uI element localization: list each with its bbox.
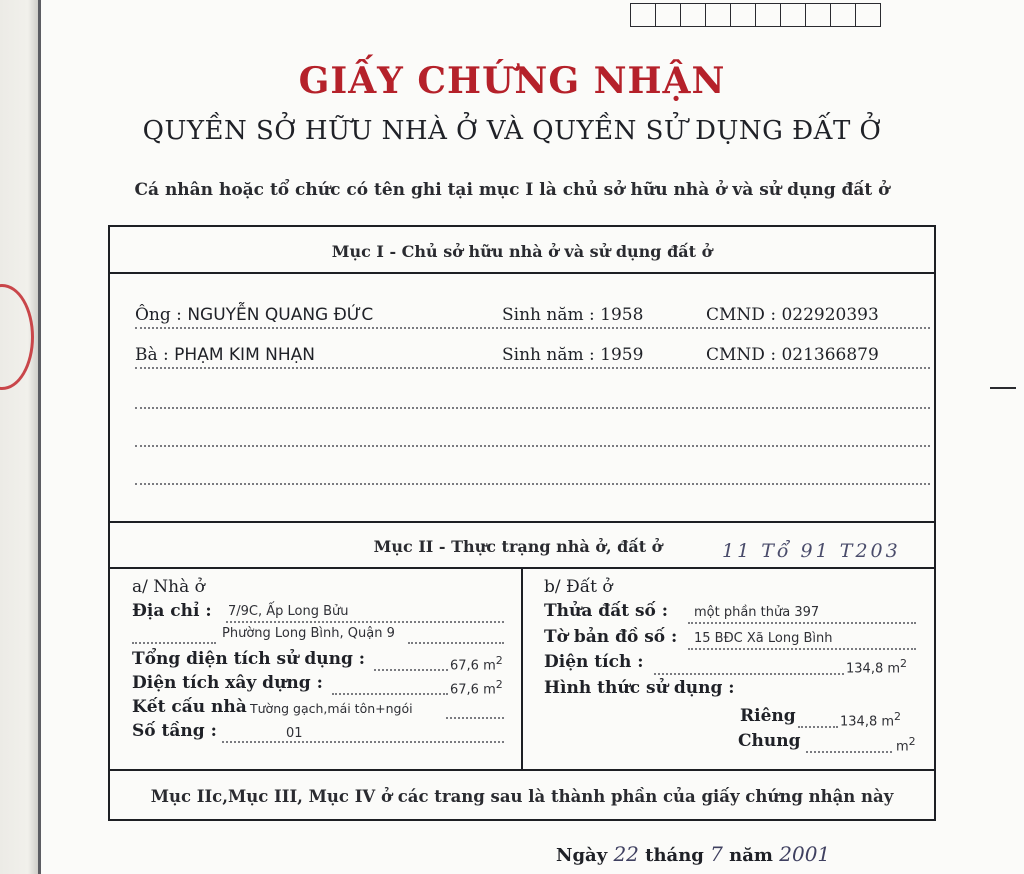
section2-top-divider — [110, 521, 934, 523]
owner-1-id-number: 022920393 — [781, 305, 879, 325]
year-value: 2001 — [779, 842, 831, 866]
dotted-line — [688, 622, 916, 624]
land-private-value: 134,8 $m^2$ — [840, 710, 902, 730]
dotted-line — [135, 367, 930, 369]
land-area: 134,8 — [846, 661, 884, 677]
issue-date — [556, 842, 830, 866]
owner-2-birth-year: 1959 — [600, 345, 644, 365]
owner-1-row — [135, 305, 373, 325]
house-total-area: 67,6 — [450, 658, 479, 674]
dotted-line — [408, 642, 504, 644]
serial-box — [756, 4, 781, 26]
owner-2-name: PHẠM KIM NHẠN — [174, 345, 315, 365]
dotted-line — [135, 327, 930, 329]
footer-note-divider — [110, 769, 934, 771]
serial-box — [731, 4, 756, 26]
land-area-label: Diện tích : — [544, 652, 644, 672]
handwritten-note: 11 Tổ 91 T203 — [722, 540, 901, 562]
certificate-intro: Cá nhân hoặc tổ chức có tên ghi tại mục I là chủ sở hữu nhà ở và sử dụng đất ở — [134, 180, 890, 200]
owner-2-row — [135, 345, 315, 365]
owner-2-id-number: 021366879 — [781, 345, 879, 365]
dotted-line — [654, 673, 844, 675]
certificate-title: GIẤY CHỨNG NHẬN — [298, 60, 726, 102]
house-heading: a/ Nhà ở — [132, 577, 205, 597]
land-map-label: Tờ bản đồ số : — [544, 627, 678, 647]
certificate-subtitle: QUYỀN SỞ HỮU NHÀ Ở VÀ QUYỀN SỬ DỤNG ĐẤT Ở — [142, 116, 882, 146]
serial-box — [706, 4, 731, 26]
area-unit: m — [887, 661, 901, 677]
serial-box — [681, 4, 706, 26]
owner-1-birth-label: Sinh năm : — [502, 305, 601, 325]
dotted-line — [135, 445, 930, 447]
owner-2-prefix: Bà : — [135, 345, 175, 365]
area-unit: m — [881, 714, 895, 730]
dotted-line — [332, 693, 448, 695]
footer-note: Mục IIc,Mục III, Mục IV ở các trang sau là thành phần của giấy chứng nhận này — [150, 787, 894, 806]
house-built-area-label: Diện tích xây dựng : — [132, 673, 323, 693]
land-shared-unit: $m^2$ — [896, 735, 916, 755]
serial-box — [806, 4, 831, 26]
land-usage-label: Hình thức sử dụng : — [544, 678, 735, 698]
owner-2-birth — [502, 345, 643, 365]
day-value: 22 — [613, 842, 639, 866]
owner-1-name: NGUYỄN QUANG ĐỨC — [187, 305, 374, 325]
house-address-line1: 7/9C, Ấp Long Bửu — [228, 604, 349, 619]
owner-1-id — [706, 305, 879, 325]
area-unit: m — [483, 658, 496, 674]
land-heading: b/ Đất ở — [544, 577, 613, 597]
house-total-area-label: Tổng diện tích sử dụng : — [132, 649, 366, 669]
dotted-line — [688, 648, 916, 650]
owner-1-id-label: CMND : — [706, 305, 782, 325]
owner-2-birth-label: Sinh năm : — [502, 345, 601, 365]
month-label: tháng — [638, 845, 711, 866]
year-label: năm — [722, 845, 780, 866]
dotted-line — [806, 751, 892, 753]
owner-1-birth — [502, 305, 643, 325]
edge-mark — [990, 387, 1016, 389]
month-value: 7 — [710, 842, 723, 866]
house-total-area-value: 67,6 $m^2$ — [450, 654, 503, 674]
land-plot-label: Thửa đất số : — [544, 601, 669, 621]
house-built-area: 67,6 — [450, 682, 479, 698]
dotted-line — [132, 642, 216, 644]
house-address-label: Địa chỉ : — [132, 601, 212, 621]
land-map: 15 BĐC Xã Long Bình — [694, 631, 833, 646]
serial-box — [631, 4, 656, 26]
dotted-line — [798, 726, 838, 728]
land-private-label: Riêng — [740, 706, 796, 726]
land-private-area: 134,8 — [840, 714, 878, 730]
certificate-form-box — [108, 225, 936, 821]
dotted-line — [222, 741, 504, 743]
land-area-value: 134,8 $m^2$ — [846, 657, 908, 677]
dotted-line — [135, 483, 930, 485]
owner-2-id-label: CMND : — [706, 345, 782, 365]
serial-box — [831, 4, 856, 26]
section2-column-divider — [521, 567, 523, 769]
day-label: Ngày — [556, 845, 614, 866]
house-address-line2: Phường Long Bình, Quận 9 — [222, 626, 395, 641]
house-built-area-value: 67,6 $m^2$ — [450, 678, 503, 698]
serial-box — [656, 4, 681, 26]
house-structure: Tường gạch,mái tôn+ngói — [250, 701, 413, 716]
serial-box — [856, 4, 880, 26]
section1-header-divider — [110, 272, 934, 274]
owner-1-birth-year: 1958 — [600, 305, 644, 325]
serial-number-boxes — [630, 3, 881, 27]
house-structure-label: Kết cấu nhà — [132, 697, 247, 717]
dotted-line — [446, 717, 504, 719]
owner-1-prefix: Ông : — [135, 305, 188, 325]
dotted-line — [374, 669, 448, 671]
area-unit: m — [483, 682, 496, 698]
section1-heading: Mục I - Chủ sở hữu nhà ở và sử dụng đất ở — [331, 242, 713, 261]
dotted-line — [226, 621, 504, 623]
house-floors-label: Số tầng : — [132, 721, 217, 741]
owner-2-id — [706, 345, 879, 365]
dotted-line — [135, 407, 930, 409]
section2-heading: Mục II - Thực trạng nhà ở, đất ở — [373, 537, 663, 556]
serial-box — [781, 4, 806, 26]
land-shared-label: Chung — [738, 731, 801, 751]
area-unit: m — [896, 739, 909, 755]
house-floors: 01 — [286, 726, 303, 741]
land-plot: một phần thửa 397 — [694, 605, 820, 620]
